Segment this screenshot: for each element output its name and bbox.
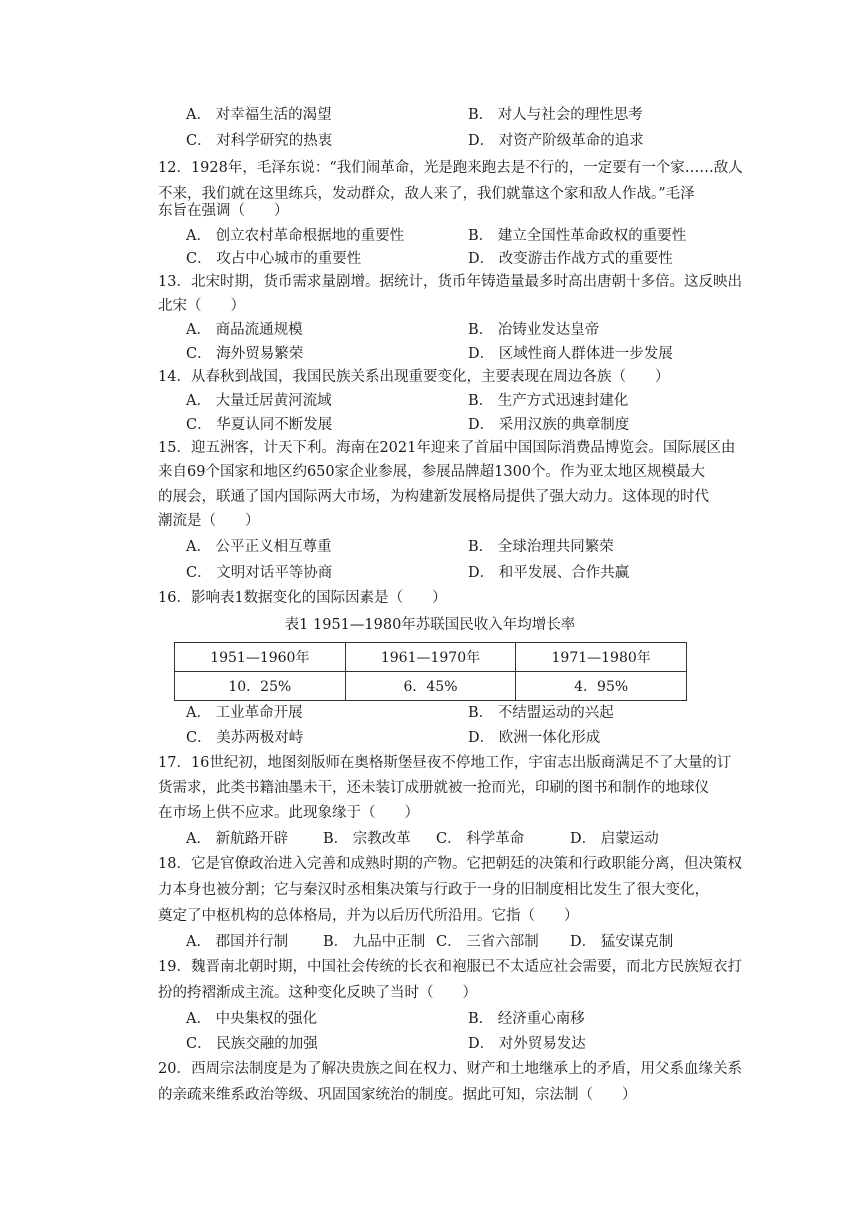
table-cell: 10．25%: [175, 672, 346, 701]
table-caption: 表1 1951—1980年苏联国民收入年均增长率: [284, 617, 576, 633]
q15-option-a: A． 公平正义相互尊重: [186, 539, 332, 555]
table-cell: 4．95%: [516, 672, 687, 701]
q14-option-d: D． 采用汉族的典章制度: [468, 417, 630, 433]
table-header-row: [175, 643, 687, 672]
q15-stem-line: 15．迎五洲客，计天下利。海南在2021年迎来了首届中国国际消费品博览会。国际展区由: [158, 440, 736, 456]
q17-option-c: C． 科学革命: [436, 831, 525, 847]
q19-option-c: C． 民族交融的加强: [186, 1036, 318, 1052]
q16-option-d: D． 欧洲一体化形成: [468, 730, 601, 746]
q16-option-c: C． 美苏两极对峙: [186, 730, 304, 746]
q17-option-d: D． 启蒙运动: [570, 831, 659, 847]
q12-option-d: D． 改变游击作战方式的重要性: [468, 251, 673, 267]
q15-stem-line: 来自69个国家和地区约650家企业参展，参展品牌超1300个。作为亚太地区规模最大: [158, 464, 706, 480]
q18-option-c: C． 三省六部制: [436, 934, 539, 950]
table-header-cell: 1951—1960年: [175, 643, 346, 672]
q15-option-c: C． 文明对话平等协商: [186, 565, 333, 581]
q19-option-a: A． 中央集权的强化: [186, 1011, 318, 1027]
q15-option-d: D． 和平发展、合作共赢: [468, 565, 630, 581]
q16-option-b: B． 不结盟运动的兴起: [468, 705, 614, 721]
q17-option-b: B． 宗教改革: [323, 831, 411, 847]
q17-stem-line: 17．16世纪初，地图刻版师在奥格斯堡昼夜不停地工作，宇宙志出版商满足不了大量的订: [158, 755, 732, 771]
q12-option-a: A． 创立农村革命根据地的重要性: [186, 228, 405, 244]
q18-stem-line: 力本身也被分割；它与秦汉时丞相集决策与行政于一身的旧制度相比发生了很大变化，: [158, 882, 709, 898]
q16-option-a: A． 工业革命开展: [186, 705, 303, 721]
q12-stem-line: 12．1928年，毛泽东说：“我们闹革命，光是跑来跑去是不行的，一定要有一个家……敌人: [158, 160, 743, 176]
q15-option-b: B． 全球治理共同繁荣: [468, 539, 614, 555]
q19-stem-line: 19．魏晋南北朝时期，中国社会传统的长衣和袍服已不太适应社会需要，而北方民族短衣打: [158, 959, 742, 975]
q17-stem-line: 货需求，此类书籍油墨未干，还未装订成册就被一抢而光，印刷的图书和制作的地球仪: [158, 780, 709, 796]
q11-option-c: C． 对科学研究的热衷: [186, 133, 333, 149]
table-header-cell: 1961—1970年: [345, 643, 516, 672]
q20-stem-line: 的亲疏来维系政治等级、巩固国家统治的制度。据此可知，宗法制（ ）: [158, 1087, 637, 1103]
q13-option-d: D． 区域性商人群体进一步发展: [468, 346, 673, 362]
q19-option-d: D． 对外贸易发达: [468, 1036, 586, 1052]
q14-stem-line: 14．从春秋到战国，我国民族关系出现重要变化，主要表现在周边各族（ ）: [158, 369, 670, 385]
q13-option-c: C． 海外贸易繁荣: [186, 346, 304, 362]
q15-stem-line: 的展会，联通了国内国际两大市场，为构建新发展格局提供了强大动力。这体现的时代: [158, 489, 709, 505]
q11-option-b: B． 对人与社会的理性思考: [468, 107, 643, 123]
table-row: [175, 672, 687, 701]
q15-stem-line: 潮流是（ ）: [158, 513, 260, 529]
q18-option-a: A． 郡国并行制: [186, 934, 289, 950]
q18-stem-line: 奠定了中枢机构的总体格局，并为以后历代所沿用。它指（ ）: [158, 908, 579, 924]
q12-stem-line: 不来，我们就在这里练兵，发动群众，敌人来了，我们就靠这个家和敌人作战。”毛泽: [158, 186, 695, 202]
q18-option-d: D． 猛安谋克制: [570, 934, 674, 950]
q16-stem-line: 16．影响表1数据变化的国际因素是（ ）: [158, 590, 447, 606]
q18-option-b: B． 九品中正制: [323, 934, 426, 950]
table-cell: 6．45%: [345, 672, 516, 701]
q17-option-a: A． 新航路开辟: [186, 831, 289, 847]
q12-option-c: C． 攻占中心城市的重要性: [186, 251, 362, 267]
q13-option-a: A． 商品流通规模: [186, 322, 303, 338]
q14-option-b: B． 生产方式迅速封建化: [468, 393, 629, 409]
q14-option-c: C． 华夏认同不断发展: [186, 417, 333, 433]
q12-option-b: B． 建立全国性革命政权的重要性: [468, 228, 687, 244]
q11-option-a: A． 对幸福生活的渴望: [186, 107, 332, 123]
q18-stem-line: 18．它是官僚政治进入完善和成熟时期的产物。它把朝廷的决策和行政职能分离，但决策权: [158, 856, 742, 872]
q19-stem-line: 扮的挎褶渐成主流。这种变化反映了当时（ ）: [158, 985, 477, 1001]
q12-stem-line: 东旨在强调（ ）: [158, 203, 289, 219]
q14-option-a: A． 大量迁居黄河流域: [186, 393, 332, 409]
growth-rate-table: [174, 642, 687, 701]
q13-option-b: B． 冶铸业发达皇帝: [468, 322, 600, 338]
q11-option-d: D． 对资产阶级革命的追求: [468, 133, 644, 149]
q13-stem-line: 北宋（ ）: [158, 298, 245, 314]
q19-option-b: B． 经济重心南移: [468, 1011, 585, 1027]
q17-stem-line: 在市场上供不应求。此现象缘于（ ）: [158, 805, 419, 821]
q20-stem-line: 20．西周宗法制度是为了解决贵族之间在权力、财产和土地继承上的矛盾，用父系血缘关系: [158, 1061, 742, 1077]
q13-stem-line: 13．北宋时期，货币需求量剧增。据统计，货币年铸造量最多时高出唐朝十多倍。这反映出: [158, 274, 742, 290]
table-header-cell: 1971—1980年: [516, 643, 687, 672]
